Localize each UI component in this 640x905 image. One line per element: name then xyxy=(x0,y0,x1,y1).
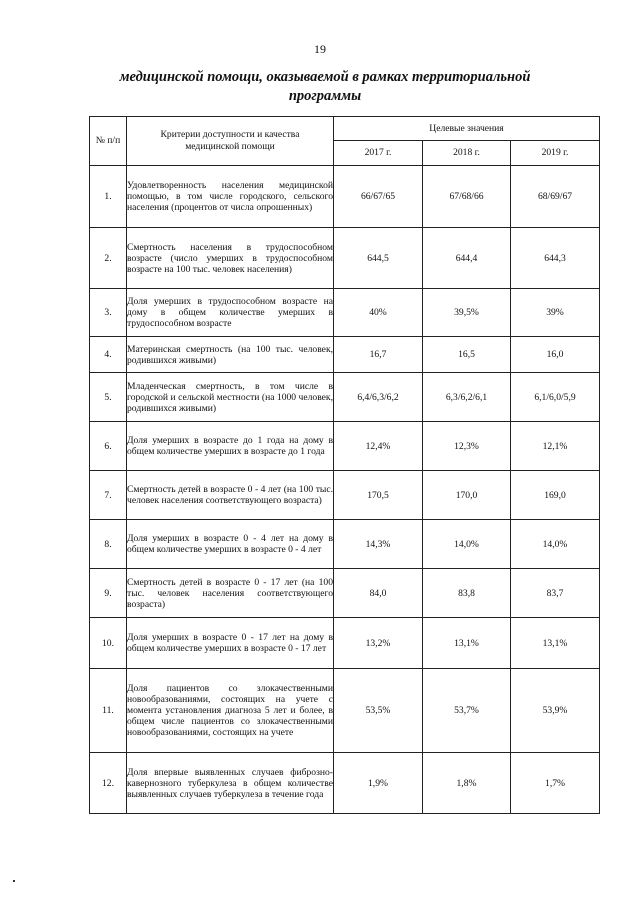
value-2019: 169,0 xyxy=(511,471,600,520)
row-criteria: Материнская смертность (на 100 тыс. человек, родившихся живыми) xyxy=(127,337,334,373)
table-row xyxy=(90,753,600,814)
table-row xyxy=(90,166,600,228)
value-2018: 12,3% xyxy=(423,422,511,471)
row-number: 2. xyxy=(90,228,127,289)
value-2017: 170,5 xyxy=(334,471,423,520)
margin-dot xyxy=(13,880,15,882)
title-line-2: программы xyxy=(288,88,362,104)
value-2017: 13,2% xyxy=(334,618,423,669)
header-num: № п/п xyxy=(90,117,127,166)
table-row xyxy=(90,289,600,337)
row-criteria: Доля пациентов со злокачественными новообразованиями, состоящих на учете с момента установления диагноза 5 лет и более, в общем числе пациентов со злокачественными новообразованиями, состоящих на учете xyxy=(127,669,334,753)
value-2017: 84,0 xyxy=(334,569,423,618)
value-2019: 53,9% xyxy=(511,669,600,753)
value-2019: 83,7 xyxy=(511,569,600,618)
value-2019: 39% xyxy=(511,289,600,337)
row-criteria: Доля впервые выявленных случаев фиброзно-кавернозного туберкулеза в общем количестве выявленных случаев туберкулеза в течение года xyxy=(127,753,334,814)
row-number: 3. xyxy=(90,289,127,337)
value-2017: 14,3% xyxy=(334,520,423,569)
header-criteria: Критерии доступности и качества медицинской помощи xyxy=(127,117,334,166)
header-target-values: Целевые значения xyxy=(334,117,600,141)
value-2018: 39,5% xyxy=(423,289,511,337)
value-2017: 16,7 xyxy=(334,337,423,373)
value-2019: 16,0 xyxy=(511,337,600,373)
row-criteria: Доля умерших в возрасте 0 - 17 лет на дому в общем количестве умерших в возрасте 0 - 17 лет xyxy=(127,618,334,669)
value-2019: 13,1% xyxy=(511,618,600,669)
row-number: 7. xyxy=(90,471,127,520)
value-2017: 40% xyxy=(334,289,423,337)
row-number: 6. xyxy=(90,422,127,471)
header-year-2018: 2018 г. xyxy=(423,141,511,166)
value-2018: 13,1% xyxy=(423,618,511,669)
document-title xyxy=(90,68,560,106)
title-line-1: медицинской помощи, оказываемой в рамках территориальной xyxy=(119,69,531,85)
row-number: 8. xyxy=(90,520,127,569)
row-number: 5. xyxy=(90,373,127,422)
row-criteria: Доля умерших в возрасте до 1 года на дому в общем количестве умерших в возрасте до 1 года xyxy=(127,422,334,471)
value-2018: 1,8% xyxy=(423,753,511,814)
value-2018: 67/68/66 xyxy=(423,166,511,228)
table-row xyxy=(90,337,600,373)
header-year-2019: 2019 г. xyxy=(511,141,600,166)
header-year-2017: 2017 г. xyxy=(334,141,423,166)
table-row xyxy=(90,422,600,471)
row-number: 9. xyxy=(90,569,127,618)
row-number: 10. xyxy=(90,618,127,669)
table-row xyxy=(90,669,600,753)
value-2019: 6,1/6,0/5,9 xyxy=(511,373,600,422)
value-2019: 12,1% xyxy=(511,422,600,471)
value-2017: 644,5 xyxy=(334,228,423,289)
value-2019: 1,7% xyxy=(511,753,600,814)
value-2017: 6,4/6,3/6,2 xyxy=(334,373,423,422)
value-2018: 644,4 xyxy=(423,228,511,289)
value-2017: 66/67/65 xyxy=(334,166,423,228)
value-2017: 12,4% xyxy=(334,422,423,471)
value-2019: 14,0% xyxy=(511,520,600,569)
value-2018: 170,0 xyxy=(423,471,511,520)
value-2018: 14,0% xyxy=(423,520,511,569)
table-row xyxy=(90,618,600,669)
table-row xyxy=(90,373,600,422)
row-criteria: Смертность детей в возрасте 0 - 17 лет (на 100 тыс. человек населения соответствующего возраста) xyxy=(127,569,334,618)
value-2018: 6,3/6,2/6,1 xyxy=(423,373,511,422)
value-2017: 1,9% xyxy=(334,753,423,814)
table-row xyxy=(90,520,600,569)
row-criteria: Доля умерших в возрасте 0 - 4 лет на дому в общем количестве умерших в возрасте 0 - 4 лет xyxy=(127,520,334,569)
criteria-table xyxy=(89,116,600,814)
value-2018: 53,7% xyxy=(423,669,511,753)
page-number: 19 xyxy=(314,42,326,56)
row-number: 11. xyxy=(90,669,127,753)
row-number: 1. xyxy=(90,166,127,228)
table-row xyxy=(90,569,600,618)
row-criteria: Младенческая смертность, в том числе в городской и сельской местности (на 1000 человек, родившихся живыми) xyxy=(127,373,334,422)
table-row xyxy=(90,471,600,520)
row-number: 12. xyxy=(90,753,127,814)
row-criteria: Удовлетворенность населения медицинской помощью, в том числе городского, сельского населения (процентов от числа опрошенных) xyxy=(127,166,334,228)
value-2018: 83,8 xyxy=(423,569,511,618)
row-criteria: Доля умерших в трудоспособном возрасте на дому в общем количестве умерших в трудоспособном возрасте xyxy=(127,289,334,337)
value-2017: 53,5% xyxy=(334,669,423,753)
row-number: 4. xyxy=(90,337,127,373)
value-2019: 644,3 xyxy=(511,228,600,289)
row-criteria: Смертность населения в трудоспособном возрасте (число умерших в трудоспособном возрасте на 100 тыс. человек населения) xyxy=(127,228,334,289)
table-row xyxy=(90,228,600,289)
row-criteria: Смертность детей в возрасте 0 - 4 лет (на 100 тыс. человек населения соответствующего возраста) xyxy=(127,471,334,520)
value-2018: 16,5 xyxy=(423,337,511,373)
value-2019: 68/69/67 xyxy=(511,166,600,228)
